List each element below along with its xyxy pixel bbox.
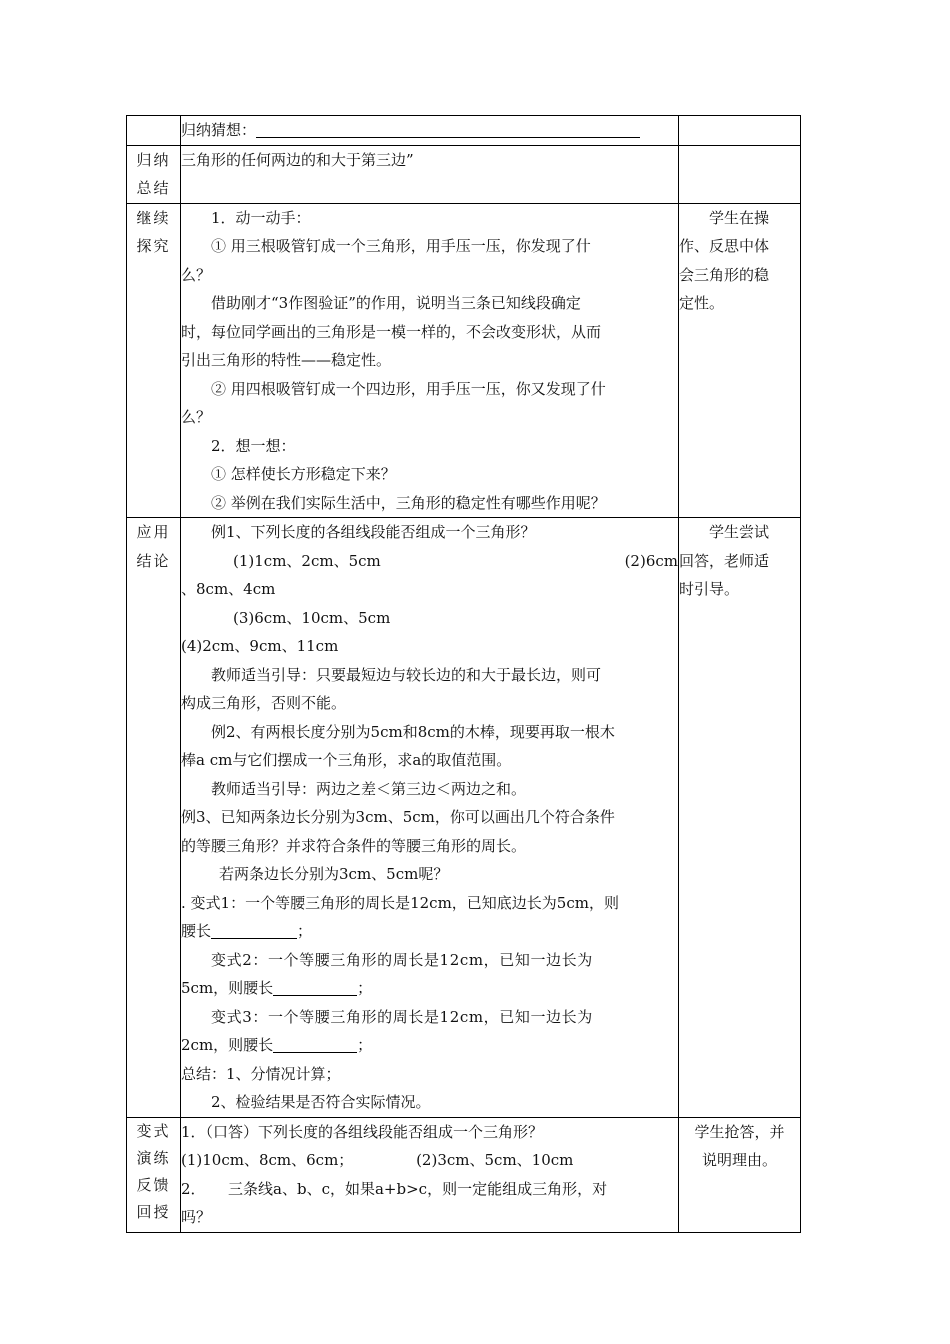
example3-line: 的等腰三角形？并求符合条件的等腰三角形的周长。 [181, 836, 527, 855]
note-line: 会三角形的稳 [679, 265, 770, 284]
text-line: 借助刚才“3作图验证”的作用，说明当三条已知线段确定 [211, 294, 581, 312]
option-2-end: 、8cm、4cm [181, 580, 276, 598]
label-cell: 继续 探究 [127, 203, 181, 518]
question1-options [181, 1146, 678, 1175]
lesson-table [126, 115, 801, 1233]
text-line: ① 怎样使长方形稳定下来？ [211, 465, 396, 483]
summary-line: 总结：1、分情况计算； [181, 1064, 341, 1083]
answer-blank [273, 1034, 357, 1053]
note-line: 作、反思中体 [679, 237, 770, 255]
question2-line: 2． 三条线a、b、c，如果a+b>c，则一定能组成三角形，对 [181, 1179, 608, 1198]
q1-option-b: (2)3cm、5cm、10cm [416, 1151, 574, 1169]
example2-line: 例2、有两根长度分别为5cm和8cm的木棒，现要再取一根木 [211, 722, 615, 741]
variant3-line: 变式3：一个等腰三角形的周长是12cm，已知一边长为 [211, 1007, 593, 1026]
example3-line: 例3、已知两条边长分别为3cm、5cm，你可以画出几个符合条件 [181, 808, 615, 826]
guide1-line: 教师适当引导：只要最短边与较长边的和大于最长边，则可 [211, 665, 602, 684]
row-summary [127, 145, 801, 203]
content-cell [181, 145, 679, 203]
row-induction-guess [127, 116, 801, 146]
question1: 1．（口答）下列长度的各组线段能否组成一个三角形？ [181, 1122, 544, 1141]
variant2-line: 变式2：一个等腰三角形的周长是12cm，已知一边长为 [211, 950, 593, 969]
content-cell [181, 1117, 679, 1232]
text-line: 2．想一想： [211, 436, 296, 455]
note-line: 说明理由。 [701, 1151, 777, 1169]
variant1-line: . 变式1：一个等腰三角形的周长是12cm，已知底边长为5cm，则 [181, 893, 619, 912]
option-2-start: (2)6cm [624, 551, 678, 570]
note-line: 学生尝试 [709, 523, 770, 541]
text-line: 引出三角形的特性——稳定性。 [181, 351, 392, 369]
answer-blank [256, 119, 640, 138]
note-cell [679, 1117, 801, 1232]
note-line: 时引导。 [679, 580, 740, 598]
guide1-line: 构成三角形，否则不能。 [181, 694, 347, 712]
row-application [127, 518, 801, 1118]
content-cell [181, 116, 679, 146]
content-cell [181, 518, 679, 1118]
example1-options [181, 547, 678, 576]
text-line: 时，每位同学画出的三角形是一模一样的，不会改变形状，从而 [181, 322, 602, 341]
q1-option-a: (1)10cm、8cm、6cm； [181, 1151, 354, 1169]
option-1: (1)1cm、2cm、5cm [233, 551, 381, 570]
note-line: 学生在操 [709, 208, 770, 227]
text-line: ① 用三根吸管钉成一个三角形，用手压一压，你发现了什 [211, 237, 591, 255]
note-cell [679, 116, 801, 146]
label-cell: 变式 演练 反馈 回授 [127, 1117, 181, 1232]
variant3-answer: 2cm，则腰长 ； [181, 1036, 373, 1054]
text-line: ② 用四根吸管钉成一个四边形，用手压一压，你又发现了什 [211, 379, 606, 398]
note-cell [679, 518, 801, 1118]
text-line: 么？ [181, 408, 212, 426]
label-cell: 归纳 总结 [127, 145, 181, 203]
summary-text: 三角形的任何两边的和大于第三边” [181, 150, 414, 169]
label-cell [127, 116, 181, 146]
note-line: 学生抢答，并 [694, 1122, 785, 1141]
answer-blank [273, 977, 357, 996]
label-cell: 应用 结论 [127, 518, 181, 1118]
induction-guess-label: 归纳猜想： [181, 121, 257, 139]
summary-line: 2、检验结果是否符合实际情况。 [211, 1093, 431, 1111]
note-line: 回答，老师适 [679, 551, 770, 570]
option-4: (4)2cm、9cm、11cm [181, 637, 339, 655]
row-further-explore [127, 203, 801, 518]
note-line: 定性。 [679, 294, 725, 312]
row-practice [127, 1117, 801, 1232]
guide2-line: 教师适当引导：两边之差＜第三边＜两边之和。 [211, 779, 527, 798]
variant2-answer: 5cm，则腰长 ； [181, 979, 373, 997]
answer-blank [211, 920, 297, 939]
question2-line: 吗？ [181, 1208, 212, 1226]
text-line: 么？ [181, 265, 212, 284]
example3-line: 若两条边长分别为3cm、5cm呢？ [219, 865, 449, 883]
text-line: ② 举例在我们实际生活中，三角形的稳定性有哪些作用呢？ [211, 493, 606, 512]
text-line: 1．动一动手： [211, 208, 311, 227]
example1-title: 例1、下列长度的各组线段能否组成一个三角形？ [211, 523, 536, 541]
note-cell [679, 145, 801, 203]
variant1-answer: 腰长 ； [181, 922, 313, 940]
example2-line: 棒a cm与它们摆成一个三角形，求a的取值范围。 [181, 751, 512, 769]
note-cell [679, 203, 801, 518]
content-cell [181, 203, 679, 518]
option-3: (3)6cm、10cm、5cm [233, 608, 391, 627]
